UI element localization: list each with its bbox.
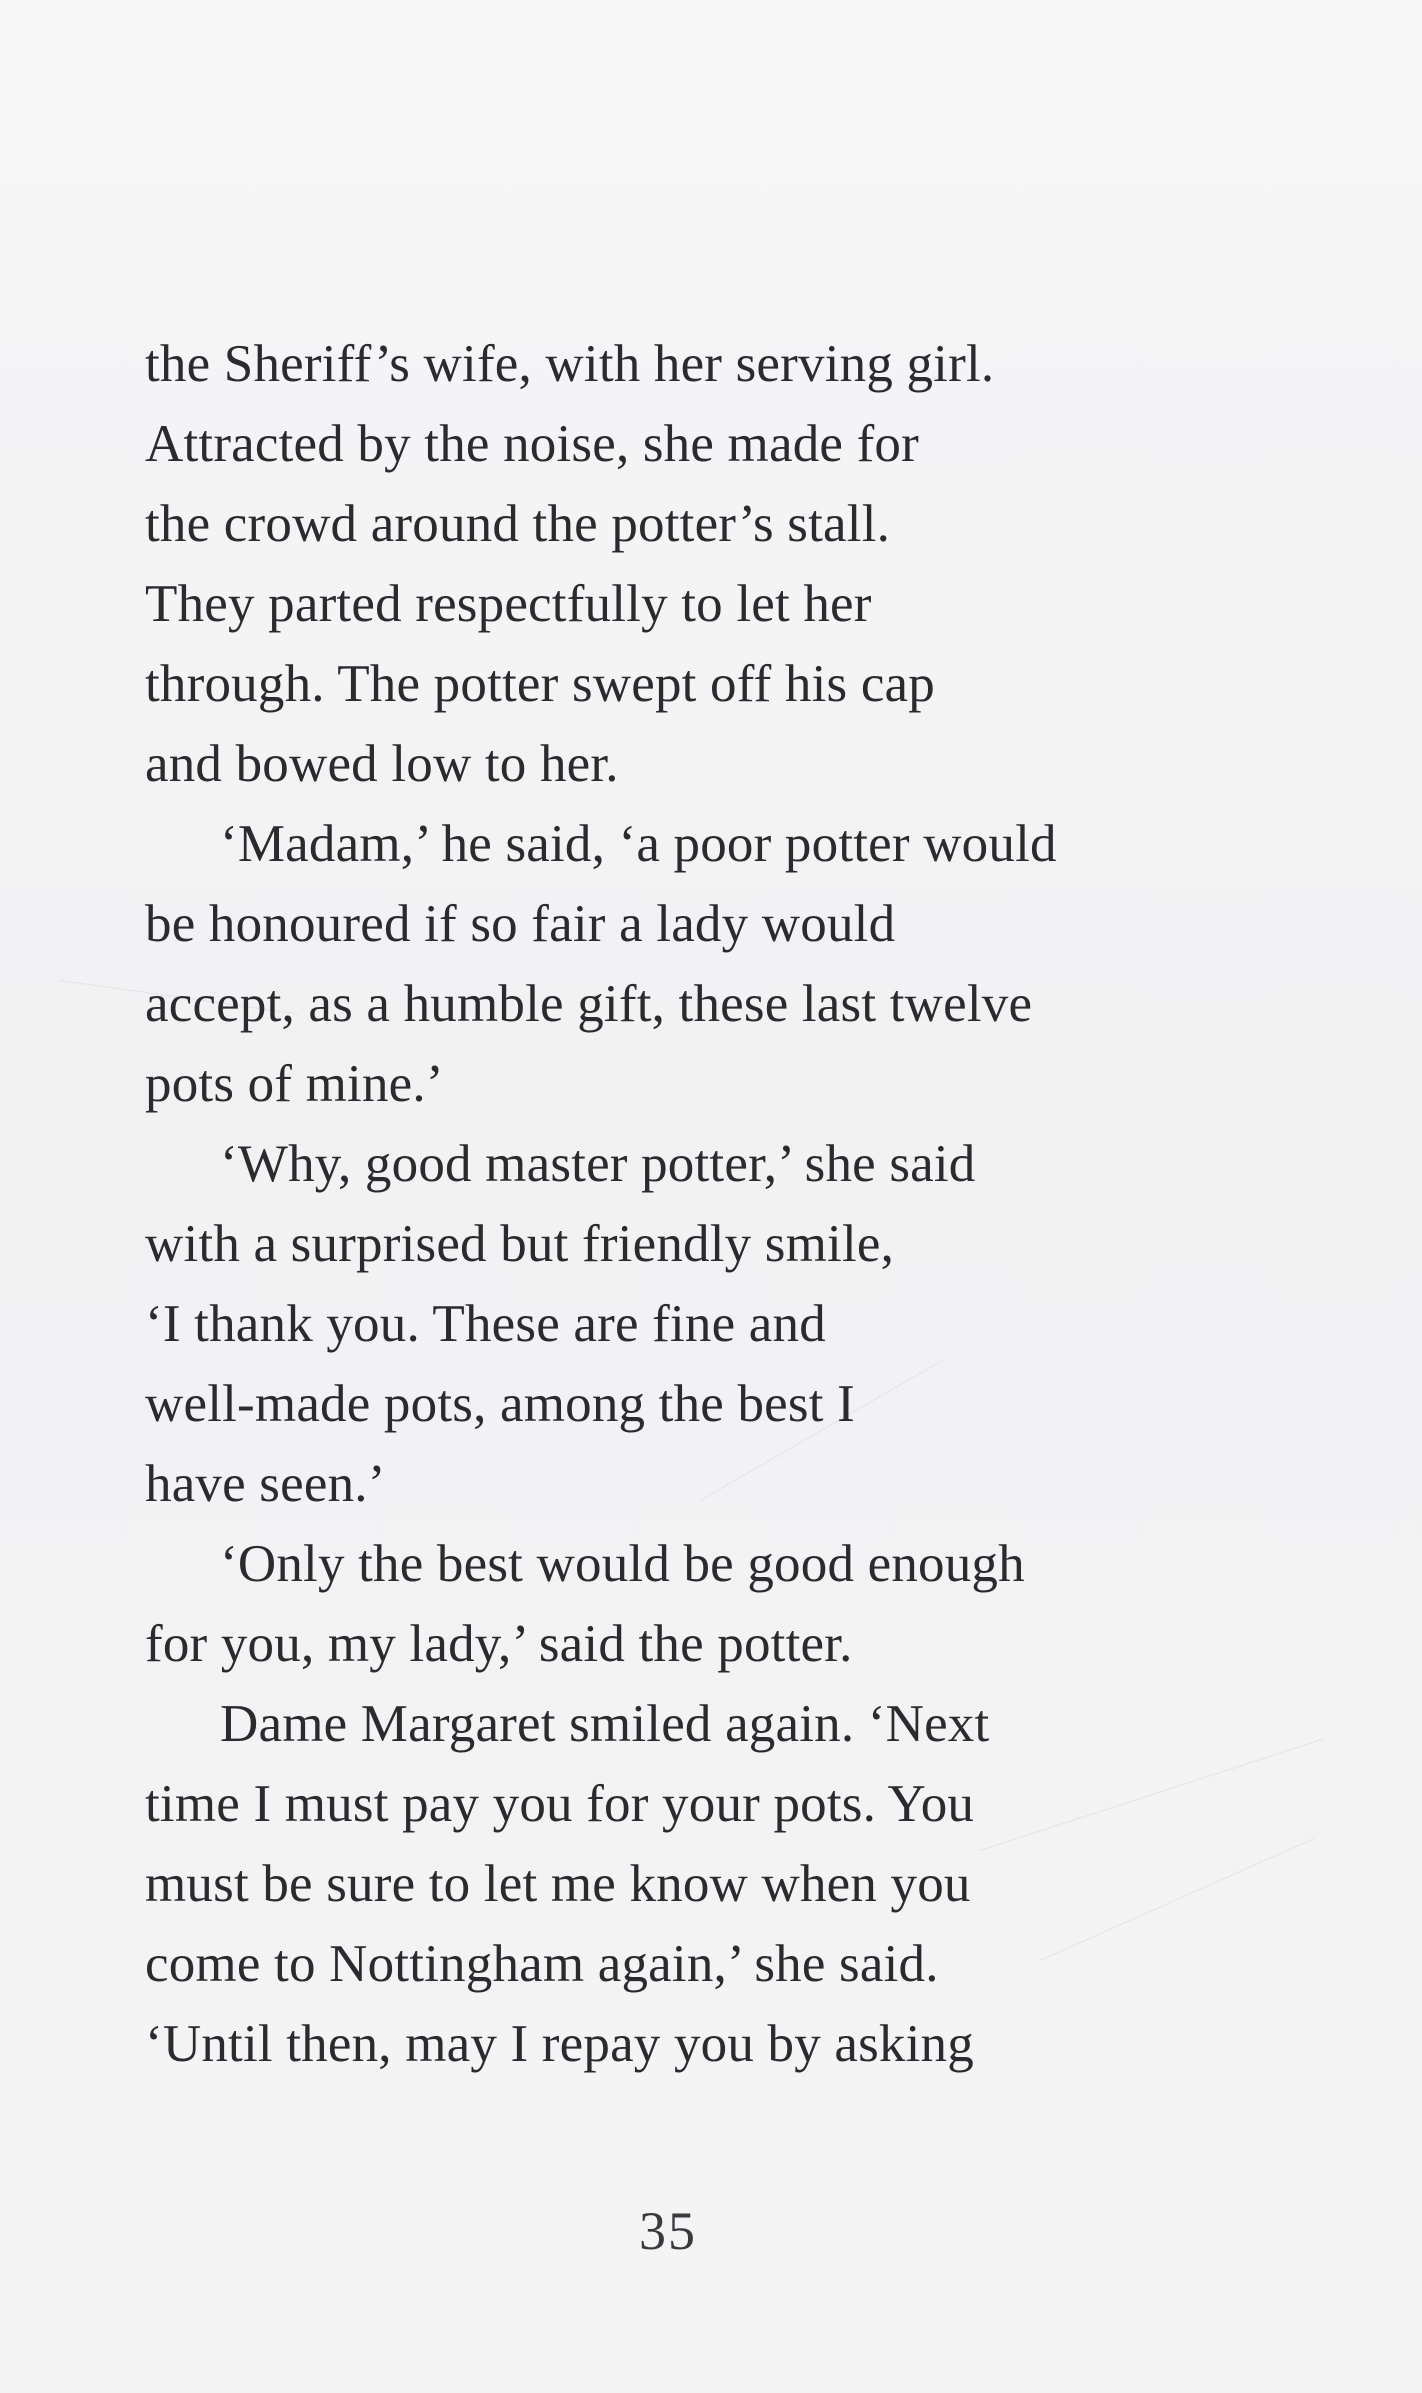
text-line: be honoured if so fair a lady would [145,895,896,953]
text-line: come to Nottingham again,’ she said. [145,1935,939,1993]
text-line: ‘Why, good master potter,’ she said [220,1135,976,1193]
text-line: They parted respectfully to let her [145,575,872,633]
text-line: ‘Until then, may I repay you by asking [145,2015,974,2073]
text-line: accept, as a humble gift, these last twelve [145,975,1033,1033]
text-line: time I must pay you for your pots. You [145,1775,975,1833]
text-line: ‘Madam,’ he said, ‘a poor potter would [220,815,1057,873]
text-line: and bowed low to her. [145,735,619,793]
text-line: well-made pots, among the best I [145,1375,855,1433]
text-line: ‘Only the best would be good enough [220,1535,1025,1593]
text-line: ‘I thank you. These are fine and [145,1295,826,1353]
text-line: pots of mine.’ [145,1055,444,1113]
text-line: for you, my lady,’ said the potter. [145,1615,853,1673]
text-line: with a surprised but friendly smile, [145,1215,895,1273]
text-line: the crowd around the potter’s stall. [145,495,891,553]
body-text [145,324,1275,2084]
text-line: Attracted by the noise, she made for [145,415,919,473]
text-line: the Sheriff’s wife, with her serving girl. [145,335,995,393]
text-line: must be sure to let me know when you [145,1855,971,1913]
page-number: 35 [639,2201,697,2261]
text-line: have seen.’ [145,1455,386,1513]
text-line: through. The potter swept off his cap [145,655,935,713]
text-line: Dame Margaret smiled again. ‘Next [220,1695,990,1753]
